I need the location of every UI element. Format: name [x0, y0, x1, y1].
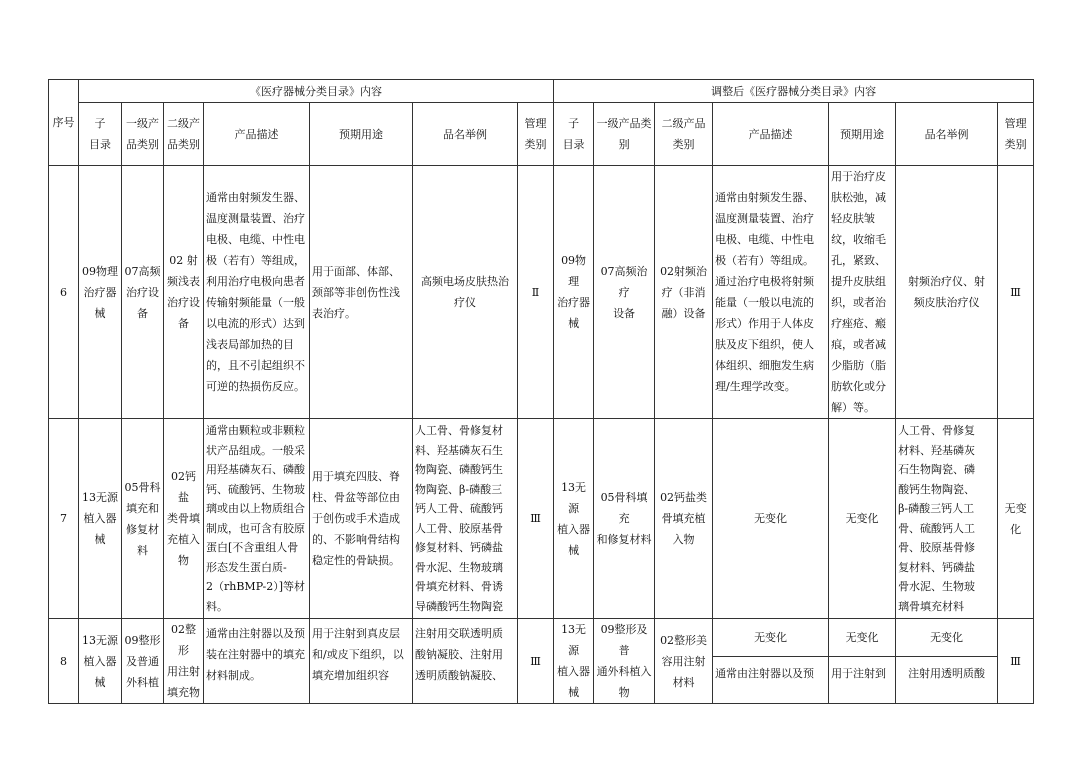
- adj-intended-use: 无变化: [829, 419, 896, 619]
- adj-level2: 02射频治 疗（非消 融）设备: [655, 166, 713, 419]
- adj-class: 无变 化: [998, 419, 1034, 619]
- orig-sub-directory: 13无源 植入器 械: [79, 619, 122, 704]
- row-seq: 7: [49, 419, 79, 619]
- header-row-columns: [49, 103, 1034, 166]
- header-adj-class: 管理 类别: [998, 103, 1034, 166]
- adj-intended-use-partial: 用于注射到: [829, 656, 896, 703]
- orig-level2: 02钙盐 类骨填 充植入 物: [164, 419, 204, 619]
- orig-intended-use: 用于面部、体部、 颈部等非创伤性浅 表治疗。: [310, 166, 413, 419]
- adj-examples-partial: 注射用透明质酸: [896, 656, 998, 703]
- adj-examples: 人工骨、骨修复 材料、羟基磷灰 石生物陶瓷、磷 酸钙生物陶瓷、 β-磷酸三钙人工 骨、硫酸钙人工 骨、胶原基骨修 复材料、钙磷盐 骨水泥、生物玻 璃骨填充材料: [896, 419, 998, 619]
- orig-description: 通常由射频发生器、 温度测量装置、治疗 电极、电缆、中性电 极（若有）等组成， 利用治疗电极向患者 传输射频能量（一般 以电流的形式）达到 浅表局部加热的目 的，且不引起组织不 可逆的热损伤反应。: [204, 166, 310, 419]
- adj-level2: 02钙盐类 骨填充植 入物: [655, 419, 713, 619]
- header-orig-examples: 品名举例: [413, 103, 518, 166]
- header-adj-examples: 品名举例: [896, 103, 998, 166]
- orig-class: Ⅱ: [518, 166, 554, 419]
- adj-description-partial: 通常由注射器以及预: [713, 656, 829, 703]
- adj-class: Ⅲ: [998, 619, 1034, 704]
- adj-description: 通常由射频发生器、 温度测量装置、治疗 电极、电缆、中性电 极（若有）等组成。 通过治疗电极将射频 能量（一般以电流的 形式）作用于人体皮 肤及皮下组织，使人 体组织、细胞发生病 理/生理学改变。: [713, 166, 829, 419]
- header-orig-intended-use: 预期用途: [310, 103, 413, 166]
- orig-examples: 人工骨、骨修复材 料、羟基磷灰石生 物陶瓷、磷酸钙生 物陶瓷、β-磷酸三 钙人工骨、硫酸钙 人工骨、胶原基骨 修复材料、钙磷盐 骨水泥、生物玻璃 骨填充材料、骨诱 导磷酸钙生物陶瓷: [413, 419, 518, 619]
- adj-class: Ⅲ: [998, 166, 1034, 419]
- header-orig-level1: 一级产 品类别: [122, 103, 164, 166]
- adj-description: 无变化: [713, 419, 829, 619]
- adj-level2: 02整形美 容用注射 材料: [655, 619, 713, 704]
- header-row-group: [49, 80, 1034, 103]
- adj-sub-directory: 13无源 植入器 械: [554, 419, 594, 619]
- header-adj-description: 产品描述: [713, 103, 829, 166]
- adj-sub-directory: 13无源 植入器 械: [554, 619, 594, 704]
- adj-sub-directory: 09物理 治疗器 械: [554, 166, 594, 419]
- orig-class: Ⅲ: [518, 619, 554, 704]
- row-seq: 6: [49, 166, 79, 419]
- header-adj-level1: 一级产品类 别: [594, 103, 655, 166]
- table-row: [49, 619, 1034, 657]
- orig-description: 通常由颗粒或非颗粒 状产品组成。一般采 用羟基磷灰石、磷酸 钙、硫酸钙、生物玻 璃或由以上物质组合 制成，也可含有胶原 蛋白[不含重组人骨 形态发生蛋白质- 2（rhBMP-2）]等材 料。: [204, 419, 310, 619]
- adj-level1: 05骨科填充 和修复材料: [594, 419, 655, 619]
- header-adj-sub-directory: 子 目录: [554, 103, 594, 166]
- header-orig-description: 产品描述: [204, 103, 310, 166]
- header-orig-class: 管理 类别: [518, 103, 554, 166]
- orig-intended-use: 用于注射到真皮层 和/或皮下组织，以 填充增加组织容: [310, 619, 413, 704]
- adj-examples: 射频治疗仪、射 频皮肤治疗仪: [896, 166, 998, 419]
- header-adj-level2: 二级产品 类别: [655, 103, 713, 166]
- row-seq: 8: [49, 619, 79, 704]
- orig-level1: 07高频 治疗设 备: [122, 166, 164, 419]
- header-orig-level2: 二级产 品类别: [164, 103, 204, 166]
- orig-level2: 02整形 用注射 填充物: [164, 619, 204, 704]
- adj-examples-unchanged: 无变化: [896, 619, 998, 657]
- adj-level1: 09整形及普 通外科植入 物: [594, 619, 655, 704]
- orig-examples: 注射用交联透明质 酸钠凝胶、注射用 透明质酸钠凝胶、: [413, 619, 518, 704]
- header-orig-sub-directory: 子 目录: [79, 103, 122, 166]
- orig-intended-use: 用于填充四肢、脊 柱、骨盆等部位由 于创伤或手术造成 的、不影响骨结构 稳定性的骨缺损。: [310, 419, 413, 619]
- header-original-group: 《医疗器械分类目录》内容: [79, 80, 554, 103]
- orig-examples: 高频电场皮肤热治 疗仪: [413, 166, 518, 419]
- orig-level2: 02 射 频浅表 治疗设 备: [164, 166, 204, 419]
- header-adjusted-group: 调整后《医疗器械分类目录》内容: [554, 80, 1034, 103]
- orig-level1: 05骨科 填充和 修复材 料: [122, 419, 164, 619]
- adj-level1: 07高频治疗 设备: [594, 166, 655, 419]
- orig-description: 通常由注射器以及预 装在注射器中的填充 材料制成。: [204, 619, 310, 704]
- table-row: [49, 419, 1034, 619]
- adj-description-unchanged: 无变化: [713, 619, 829, 657]
- orig-sub-directory: 09物理 治疗器 械: [79, 166, 122, 419]
- adj-intended-use-unchanged: 无变化: [829, 619, 896, 657]
- orig-class: Ⅲ: [518, 419, 554, 619]
- table-row: [49, 166, 1034, 419]
- orig-sub-directory: 13无源 植入器 械: [79, 419, 122, 619]
- adj-intended-use: 用于治疗皮 肤松弛，减 轻皮肤皱 纹，收缩毛 孔，紧致、 提升皮肤组 织，或者治 疗痤疮、瘢 痕，或者减 少脂肪（脂 肪软化或分 解）等。: [829, 166, 896, 419]
- orig-level1: 09整形 及普通 外科植: [122, 619, 164, 704]
- header-adj-intended-use: 预期用途: [829, 103, 896, 166]
- classification-table: [48, 79, 1034, 704]
- header-seq: 序号: [49, 80, 79, 166]
